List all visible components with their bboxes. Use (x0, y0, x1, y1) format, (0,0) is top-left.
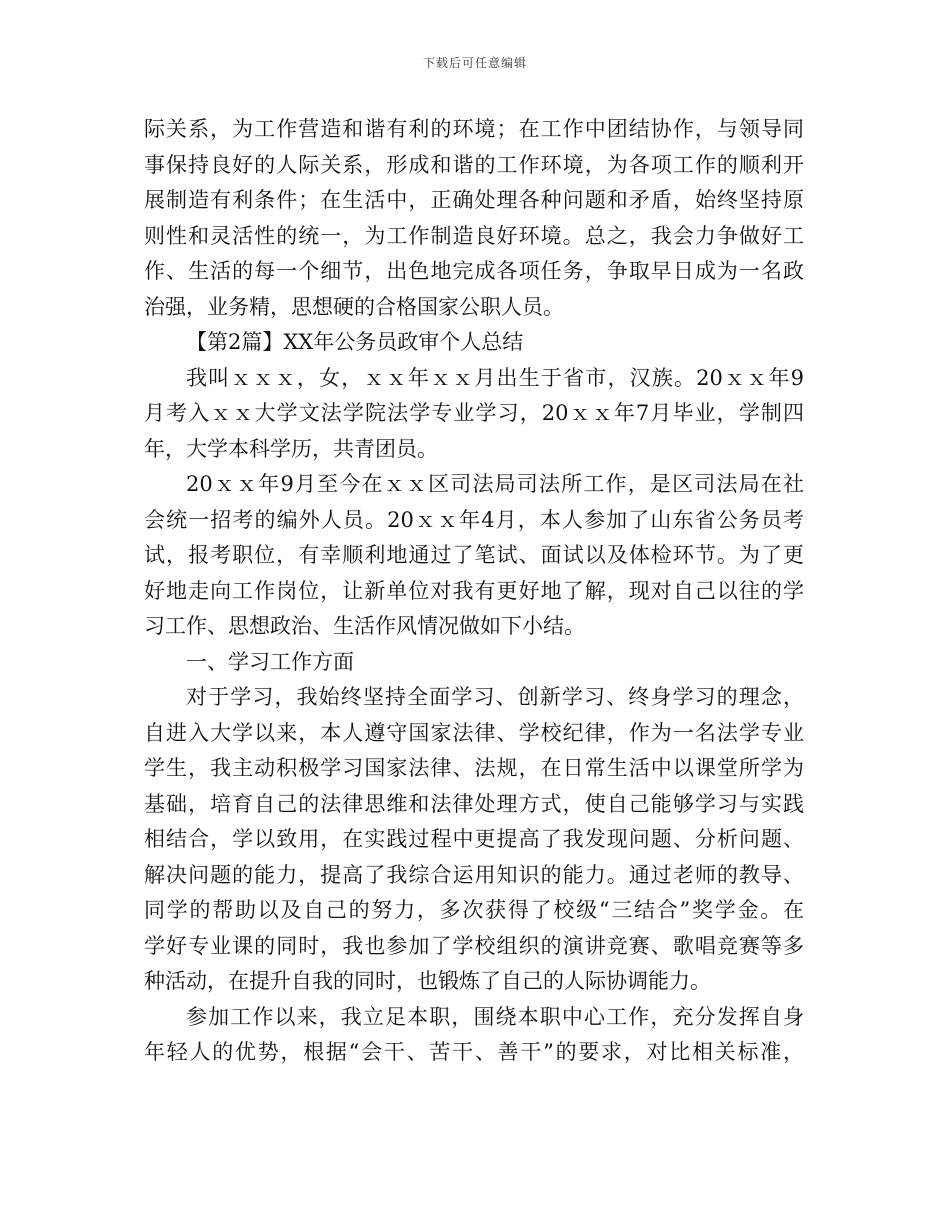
text-line: 作、生活的每一个细节，出色地完成各项任务，争取早日成为一名政 (144, 259, 804, 283)
text-line: 解决问题的能力，提高了我综合运用知识的能力。通过老师的教导、 (144, 862, 804, 887)
text-line: 基础，培育自己的法律思维和法律处理方式，使自己能够学习与实践 (144, 791, 804, 816)
text-line: 习工作、思想政治、生活作风情况做如下小结。 (144, 614, 585, 638)
text-line: 一、学习工作方面 (186, 649, 354, 674)
text-line: 学好专业课的同时，我也参加了学校组织的演讲竞赛、歌唱竞赛等多 (144, 933, 804, 958)
text-line: 会统一招考的编外人员。20ｘｘ年4月，本人参加了山东省公务员考 (144, 507, 804, 532)
text-line: 治强，业务精，思想硬的合格国家公职人员。 (144, 294, 564, 319)
text-line: 年轻人的优势，根据“会干、苦干、善干”的要求，对比相关标准， (144, 1040, 804, 1064)
text-line: 我叫ｘｘｘ，女，ｘｘ年ｘｘ月出生于省市，汉族。20ｘｘ年9 (186, 365, 804, 390)
text-line: 年，大学本科学历，共青团员。 (144, 436, 438, 461)
text-line: 自进入大学以来，本人遵守国家法律、学校纪律，作为一名法学专业 (144, 720, 804, 745)
page-header: 下载后可任意编辑 (422, 56, 527, 70)
text-line: 种活动，在提升自我的同时，也锻炼了自己的人际协调能力。 (144, 969, 711, 993)
text-line: 同学的帮助以及自己的努力，多次获得了校级“三结合”奖学金。在 (144, 898, 804, 922)
text-line: 相结合，学以致用，在实践过程中更提高了我发现问题、分析问题、 (144, 827, 804, 851)
text-line: 20ｘｘ年9月至今在ｘｘ区司法局司法所工作，是区司法局在社 (186, 472, 804, 496)
text-line: 月考入ｘｘ大学文法学院法学专业学习，20ｘｘ年7月毕业，学制四 (144, 401, 804, 425)
text-line: 展制造有利条件；在生活中，正确处理各种问题和矛盾，始终坚持原 (144, 188, 804, 212)
text-line: 际关系，为工作营造和谐有利的环境；在工作中团结协作，与领导同 (144, 117, 804, 141)
text-line: 试，报考职位，有幸顺利地通过了笔试、面试以及体检环节。为了更 (144, 543, 804, 567)
text-line: 学生，我主动积极学习国家法律、法规，在日常生活中以课堂所学为 (144, 756, 804, 780)
text-line: 好地走向工作岗位，让新单位对我有更好地了解，现对自己以往的学 (144, 578, 804, 603)
text-line: 则性和灵活性的统一，为工作制造良好环境。总之，我会力争做好工 (144, 223, 804, 248)
document-body (144, 112, 804, 1071)
text-line: 事保持良好的人际关系，形成和谐的工作环境，为各项工作的顺利开 (144, 152, 804, 177)
text-line: 【第2篇】XX年公务员政审个人总结 (186, 330, 524, 354)
text-line: 对于学习，我始终坚持全面学习、创新学习、终身学习的理念， (186, 685, 804, 709)
text-line: 参加工作以来，我立足本职，围绕本职中心工作，充分发挥自身 (186, 1004, 804, 1029)
